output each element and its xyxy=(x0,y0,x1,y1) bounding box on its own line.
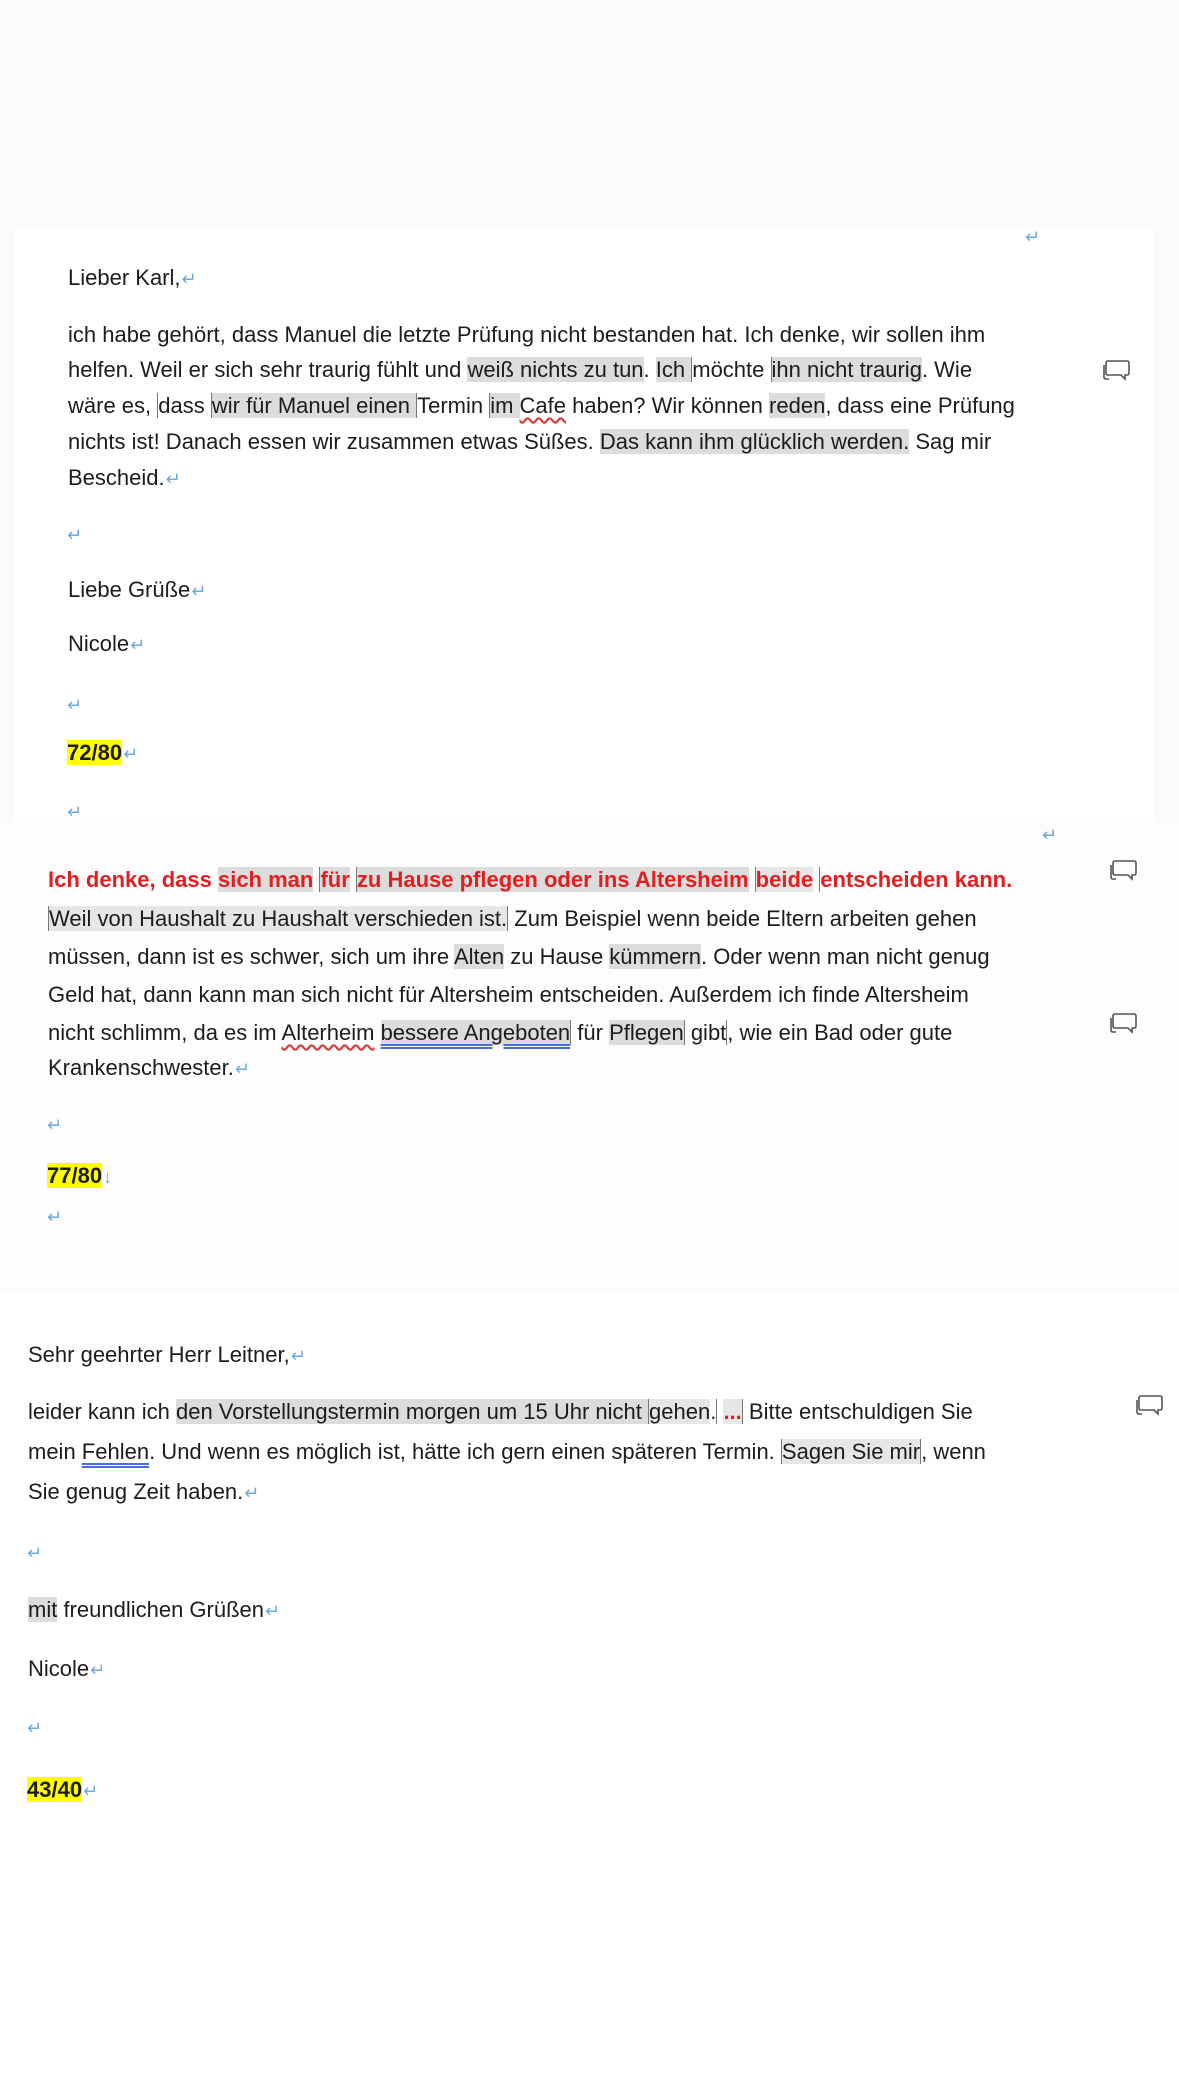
letter-line-2 xyxy=(68,355,972,385)
paragraph-mark: ↵ xyxy=(290,1346,306,1366)
paragraph-mark: ↵ xyxy=(47,1115,63,1135)
text-run: gibt xyxy=(684,1020,727,1045)
text-run: nicht schlimm, da es im xyxy=(48,1020,282,1045)
letter-line-5 xyxy=(68,463,181,493)
line-break-mark: ↓ xyxy=(103,1167,113,1187)
text-run: nichts ist! Danach essen wir zusammen etwas Süßes. xyxy=(68,429,600,454)
essay-line-3 xyxy=(48,942,990,972)
paragraph-mark: ↵ xyxy=(1042,825,1058,845)
paragraph-mark: ↵ xyxy=(67,695,83,715)
text-run: , wenn xyxy=(921,1439,986,1464)
letter-line-3 xyxy=(68,391,1015,421)
text-run: mein xyxy=(28,1439,82,1464)
highlighted-text[interactable]: weiß nichts zu tun xyxy=(467,357,644,382)
paragraph-mark: ↵ xyxy=(265,1601,281,1621)
highlighted-text[interactable]: ihn nicht traurig xyxy=(771,357,922,382)
paragraph-mark: ↵ xyxy=(67,525,83,545)
text-run: . xyxy=(643,357,656,382)
highlighted-text[interactable]: den Vorstellungstermin morgen um 15 Uhr nicht xyxy=(175,1399,648,1424)
greeting-leitner xyxy=(28,1340,306,1370)
text-run: , dass eine Prüfung xyxy=(825,393,1015,418)
score-3 xyxy=(27,1775,98,1805)
leitner-line-2 xyxy=(28,1437,986,1467)
paragraph-mark: ↵ xyxy=(234,1059,250,1079)
paragraph-mark: ↵ xyxy=(123,744,139,764)
highlighted-error-text[interactable]: sich man xyxy=(217,867,314,892)
greeting-karl xyxy=(68,263,197,293)
grammar-flagged-text[interactable]: Fehlen xyxy=(81,1439,150,1464)
highlighted-text[interactable]: gehen xyxy=(649,1399,711,1424)
score-2 xyxy=(47,1161,112,1191)
letter-line-4 xyxy=(68,427,991,457)
text-run: Krankenschwester. xyxy=(48,1055,234,1080)
paragraph-mark: ↵ xyxy=(1025,227,1041,247)
text-run: für xyxy=(571,1020,610,1045)
text-run: Geld hat, dann kann man sich nicht für Altersheim entscheiden. Außerdem ich finde Altersheim xyxy=(48,982,969,1007)
paragraph-mark: ↵ xyxy=(191,581,207,601)
text-run: wäre es, xyxy=(68,393,158,418)
text-run: Bescheid. xyxy=(68,465,165,490)
letter-karl-page xyxy=(14,228,1154,824)
score-1 xyxy=(67,738,138,768)
highlighted-text[interactable]: Alten xyxy=(453,944,505,969)
closing-karl xyxy=(68,575,206,605)
text-run: Sie genug Zeit haben. xyxy=(28,1479,244,1504)
text-run xyxy=(749,867,755,892)
text-run: . Wie xyxy=(921,357,973,382)
paragraph-mark: ↵ xyxy=(181,269,197,289)
text-run: . Oder wenn man nicht genug xyxy=(700,944,990,969)
text-run xyxy=(374,1020,380,1045)
closing-text: freundlichen Grüßen xyxy=(57,1597,264,1622)
score-badge: 77/80 xyxy=(47,1163,103,1188)
comment-icon[interactable] xyxy=(1101,358,1131,384)
highlighted-text[interactable]: Weil von Haushalt zu Haushalt verschieden ist. xyxy=(49,906,508,931)
paragraph-mark: ↵ xyxy=(27,1718,43,1738)
highlighted-error-text[interactable]: für xyxy=(320,867,350,892)
text-run: haben? Wir können xyxy=(566,393,770,418)
greeting-text: Sehr geehrter Herr Leitner, xyxy=(28,1342,290,1367)
signature-text: Nicole xyxy=(68,631,130,656)
comment-icon[interactable] xyxy=(1108,858,1138,884)
highlighted-error-text[interactable]: beide xyxy=(755,867,814,892)
text-run: . xyxy=(710,1399,717,1424)
comment-icon[interactable] xyxy=(1108,1011,1138,1037)
essay-line-6 xyxy=(48,1053,250,1083)
closing-leitner xyxy=(28,1595,280,1625)
paragraph-mark: ↵ xyxy=(130,635,146,655)
highlighted-text[interactable]: reden xyxy=(769,393,826,418)
signature-leitner xyxy=(28,1654,105,1684)
text-run: Termin xyxy=(417,393,490,418)
text-run: ich habe gehört, dass Manuel die letzte Prüfung nicht bestanden hat. Ich denke, wir sollen ihm xyxy=(68,322,986,347)
text-run: zu Hause xyxy=(504,944,610,969)
highlighted-text[interactable]: kümmern xyxy=(609,944,701,969)
highlighted-text[interactable]: mit xyxy=(28,1597,58,1622)
text-run xyxy=(350,867,356,892)
text-run: leider kann ich xyxy=(28,1399,176,1424)
misspelled-word[interactable]: Alterheim xyxy=(281,1020,375,1045)
text-run: Sag mir xyxy=(909,429,992,454)
letter-line-1 xyxy=(68,320,985,350)
score-badge: 43/40 xyxy=(27,1777,83,1802)
paragraph-mark: ↵ xyxy=(47,1207,63,1227)
signature-text: Nicole xyxy=(28,1656,90,1681)
misspelled-word[interactable]: Cafe xyxy=(519,393,567,418)
text-run: . Und wenn es möglich ist, hätte ich gern einen späteren Termin. xyxy=(149,1439,781,1464)
paragraph-mark: ↵ xyxy=(67,802,83,822)
highlighted-text[interactable]: wir für Manuel einen xyxy=(211,393,417,418)
signature-karl xyxy=(68,629,145,659)
text-run: Bitte entschuldigen Sie xyxy=(742,1399,973,1424)
greeting-text: Lieber Karl, xyxy=(68,265,181,290)
paragraph-mark: ↵ xyxy=(244,1483,260,1503)
text-run: dass xyxy=(158,393,211,418)
paragraph-mark: ↵ xyxy=(165,469,181,489)
missing-text-marker[interactable]: ... xyxy=(723,1399,742,1424)
text-run: , wie ein Bad oder gute xyxy=(727,1020,953,1045)
essay-line-1 xyxy=(48,865,1012,895)
highlighted-text[interactable]: Pflegen xyxy=(609,1020,684,1045)
essay-line-4 xyxy=(48,980,969,1010)
text-run: helfen. Weil er sich sehr traurig fühlt und xyxy=(68,357,468,382)
paragraph-mark: ↵ xyxy=(90,1660,106,1680)
closing-text: Liebe Grüße xyxy=(68,577,191,602)
leitner-line-3 xyxy=(28,1477,259,1507)
essay-line-5 xyxy=(48,1018,952,1048)
text-run: möchte xyxy=(692,357,771,382)
essay-line-2 xyxy=(48,904,977,934)
highlighted-text[interactable]: Ich xyxy=(655,357,692,382)
highlighted-text[interactable]: Sagen Sie mir xyxy=(781,1439,921,1464)
paragraph-mark: ↵ xyxy=(27,1543,43,1563)
text-run: müssen, dann ist es schwer, sich um ihre xyxy=(48,944,454,969)
text-run: Zum Beispiel wenn beide Eltern arbeiten gehen xyxy=(508,906,977,931)
error-text: Ich denke, dass xyxy=(48,867,218,892)
score-badge: 72/80 xyxy=(67,740,123,765)
highlighted-text[interactable]: im xyxy=(490,393,520,418)
grammar-flagged-text[interactable]: bessere Angeboten xyxy=(380,1020,571,1045)
highlighted-text[interactable]: Das kann ihm glücklich werden. xyxy=(599,429,910,454)
highlighted-error-text[interactable]: zu Hause pflegen oder ins Altersheim xyxy=(356,867,749,892)
comment-icon[interactable] xyxy=(1134,1393,1164,1419)
paragraph-mark: ↵ xyxy=(83,1781,99,1801)
error-text: entscheiden kann. xyxy=(820,867,1013,892)
leitner-line-1 xyxy=(28,1397,973,1427)
